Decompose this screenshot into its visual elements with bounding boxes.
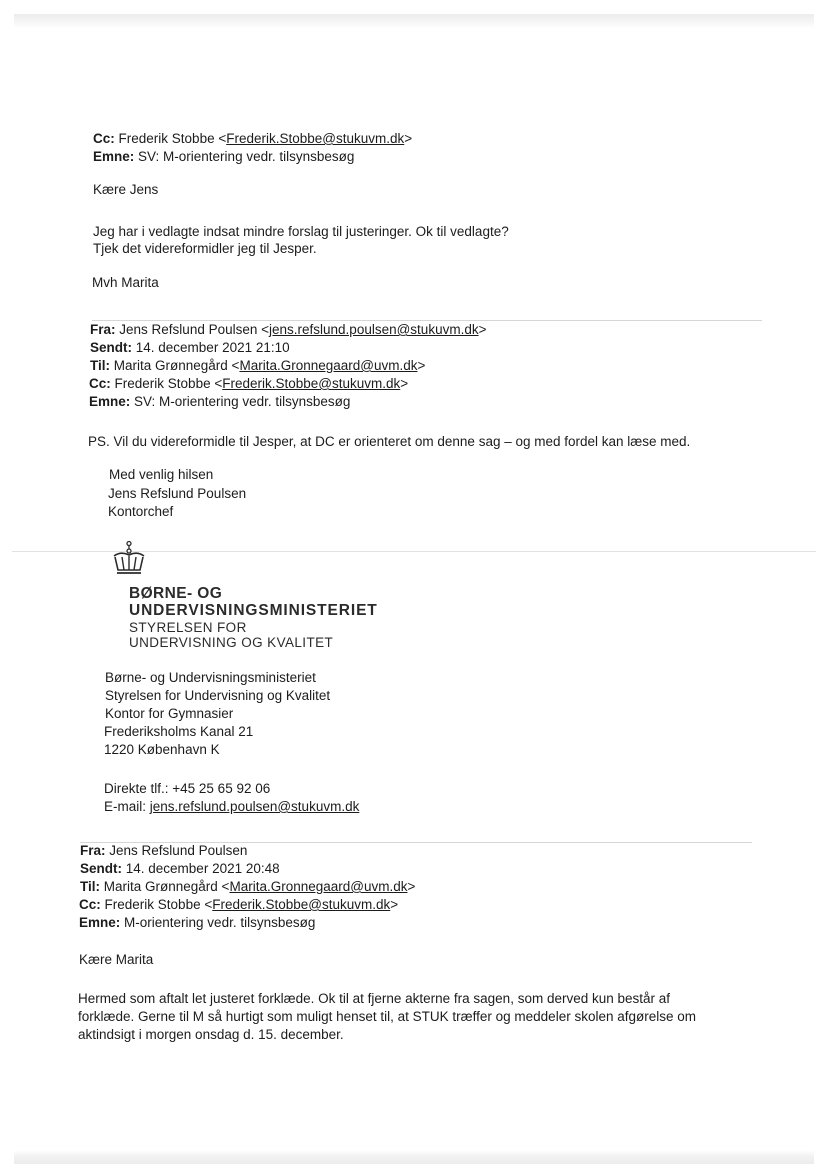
msg1-body-line-2: Tjek det videreformidler jeg til Jesper. [93, 241, 317, 256]
from-name: Jens Refslund Poulsen < [119, 322, 270, 337]
msg2-sig-regards: Med venlig hilsen [109, 467, 214, 482]
subject-text: M-orientering vedr. tilsynsbesøg [124, 915, 316, 930]
to-email-link[interactable]: Marita.Gronnegaard@uvm.dk [239, 358, 418, 373]
subject-text: SV: M-orientering vedr. tilsynsbesøg [138, 149, 355, 164]
royal-crown-icon [110, 540, 148, 576]
sent-label: Sendt: [90, 340, 132, 355]
msg2-to-line [90, 357, 425, 374]
logo-line-3: STYRELSEN FOR [129, 620, 247, 635]
cc-name: Frederik Stobbe < [118, 131, 227, 146]
msg3-to-line [80, 878, 415, 895]
to-label: Til: [80, 879, 100, 894]
cc-name: Frederik Stobbe < [104, 897, 213, 912]
msg1-signoff: Mvh Marita [92, 275, 159, 290]
email-label: E-mail: [104, 799, 150, 814]
cc-email-link[interactable]: Frederik.Stobbe@stukuvm.dk [212, 897, 391, 912]
msg2-from-line [90, 321, 486, 338]
msg2-subject-line [89, 393, 350, 410]
logo-line-2: UNDERVISNINGSMINISTERIET [129, 602, 378, 619]
msg1-cc-line [93, 130, 412, 147]
msg3-body-line-1: Hermed som aftalt let justeret forklæde. Ok til at fjerne akterne fra sagen, som derved kun består af [78, 991, 671, 1006]
to-bracket: > [417, 358, 426, 373]
msg3-body-line-2: forklæde. Gerne til M så hurtigt som muligt henset til, at STUK træffer og meddeler skolen afgørelse om [78, 1009, 697, 1024]
msg3-body-line-3: aktindsigt i morgen onsdag d. 15. december. [78, 1027, 344, 1042]
msg1-subject-line [93, 148, 354, 165]
to-name: Marita Grønnegård < [103, 879, 230, 894]
logo-line-4: UNDERVISNING OG KVALITET [129, 635, 334, 650]
subject-label: Emne: [89, 394, 131, 409]
cc-bracket: > [400, 376, 409, 391]
cc-bracket: > [390, 897, 399, 912]
from-email-link[interactable]: jens.refslund.poulsen@stukuvm.dk [269, 322, 479, 337]
signature-email-link[interactable]: jens.refslund.poulsen@stukuvm.dk [149, 799, 360, 814]
to-email-link[interactable]: Marita.Gronnegaard@uvm.dk [229, 879, 408, 894]
subject-text: SV: M-orientering vedr. tilsynsbesøg [134, 394, 351, 409]
cc-label: Cc: [79, 897, 101, 912]
cc-label: Cc: [93, 131, 115, 146]
address-line-4: Frederiksholms Kanal 21 [104, 724, 254, 739]
to-label: Til: [90, 358, 110, 373]
msg3-greeting: Kære Marita [79, 952, 154, 967]
msg2-body: PS. Vil du videreformidle til Jesper, at DC er orienteret om denne sag – og med fordel kan læse med. [88, 434, 691, 449]
to-bracket: > [407, 879, 416, 894]
msg3-subject-line [79, 914, 315, 931]
email-line [104, 798, 359, 815]
sent-date: 14. december 2021 21:10 [135, 340, 290, 355]
address-line-5: 1220 København K [104, 742, 220, 757]
msg1-body-line-1: Jeg har i vedlagte indsat mindre forslag til justeringer. Ok til vedlagte? [93, 224, 509, 239]
cc-bracket: > [404, 131, 413, 146]
msg2-sig-name: Jens Refslund Poulsen [108, 486, 247, 501]
phone-line: Direkte tlf.: +45 25 65 92 06 [104, 781, 271, 796]
scan-edge-bottom [14, 1150, 814, 1164]
cc-email-link[interactable]: Frederik.Stobbe@stukuvm.dk [226, 131, 405, 146]
sent-label: Sendt: [80, 861, 122, 876]
msg2-cc-line [89, 375, 408, 392]
msg2-sig-title: Kontorchef [108, 504, 174, 519]
logo-line-1: BØRNE- OG [129, 585, 223, 602]
to-name: Marita Grønnegård < [113, 358, 240, 373]
msg3-from-line [80, 842, 247, 859]
from-label: Fra: [80, 843, 106, 858]
from-name: Jens Refslund Poulsen [109, 843, 248, 858]
msg3-cc-line [79, 896, 398, 913]
cc-name: Frederik Stobbe < [114, 376, 223, 391]
from-bracket: > [478, 322, 487, 337]
cc-email-link[interactable]: Frederik.Stobbe@stukuvm.dk [222, 376, 401, 391]
from-label: Fra: [90, 322, 116, 337]
msg1-greeting: Kære Jens [93, 182, 159, 197]
address-line-3: Kontor for Gymnasier [105, 706, 234, 721]
cc-label: Cc: [89, 376, 111, 391]
msg3-sent-line [80, 860, 280, 877]
subject-label: Emne: [93, 149, 135, 164]
sent-date: 14. december 2021 20:48 [125, 861, 280, 876]
msg2-sent-line [90, 339, 290, 356]
address-line-1: Børne- og Undervisningsministeriet [105, 670, 316, 685]
address-line-2: Styrelsen for Undervisning og Kvalitet [105, 688, 331, 703]
subject-label: Emne: [79, 915, 121, 930]
scan-edge-top [14, 14, 814, 28]
